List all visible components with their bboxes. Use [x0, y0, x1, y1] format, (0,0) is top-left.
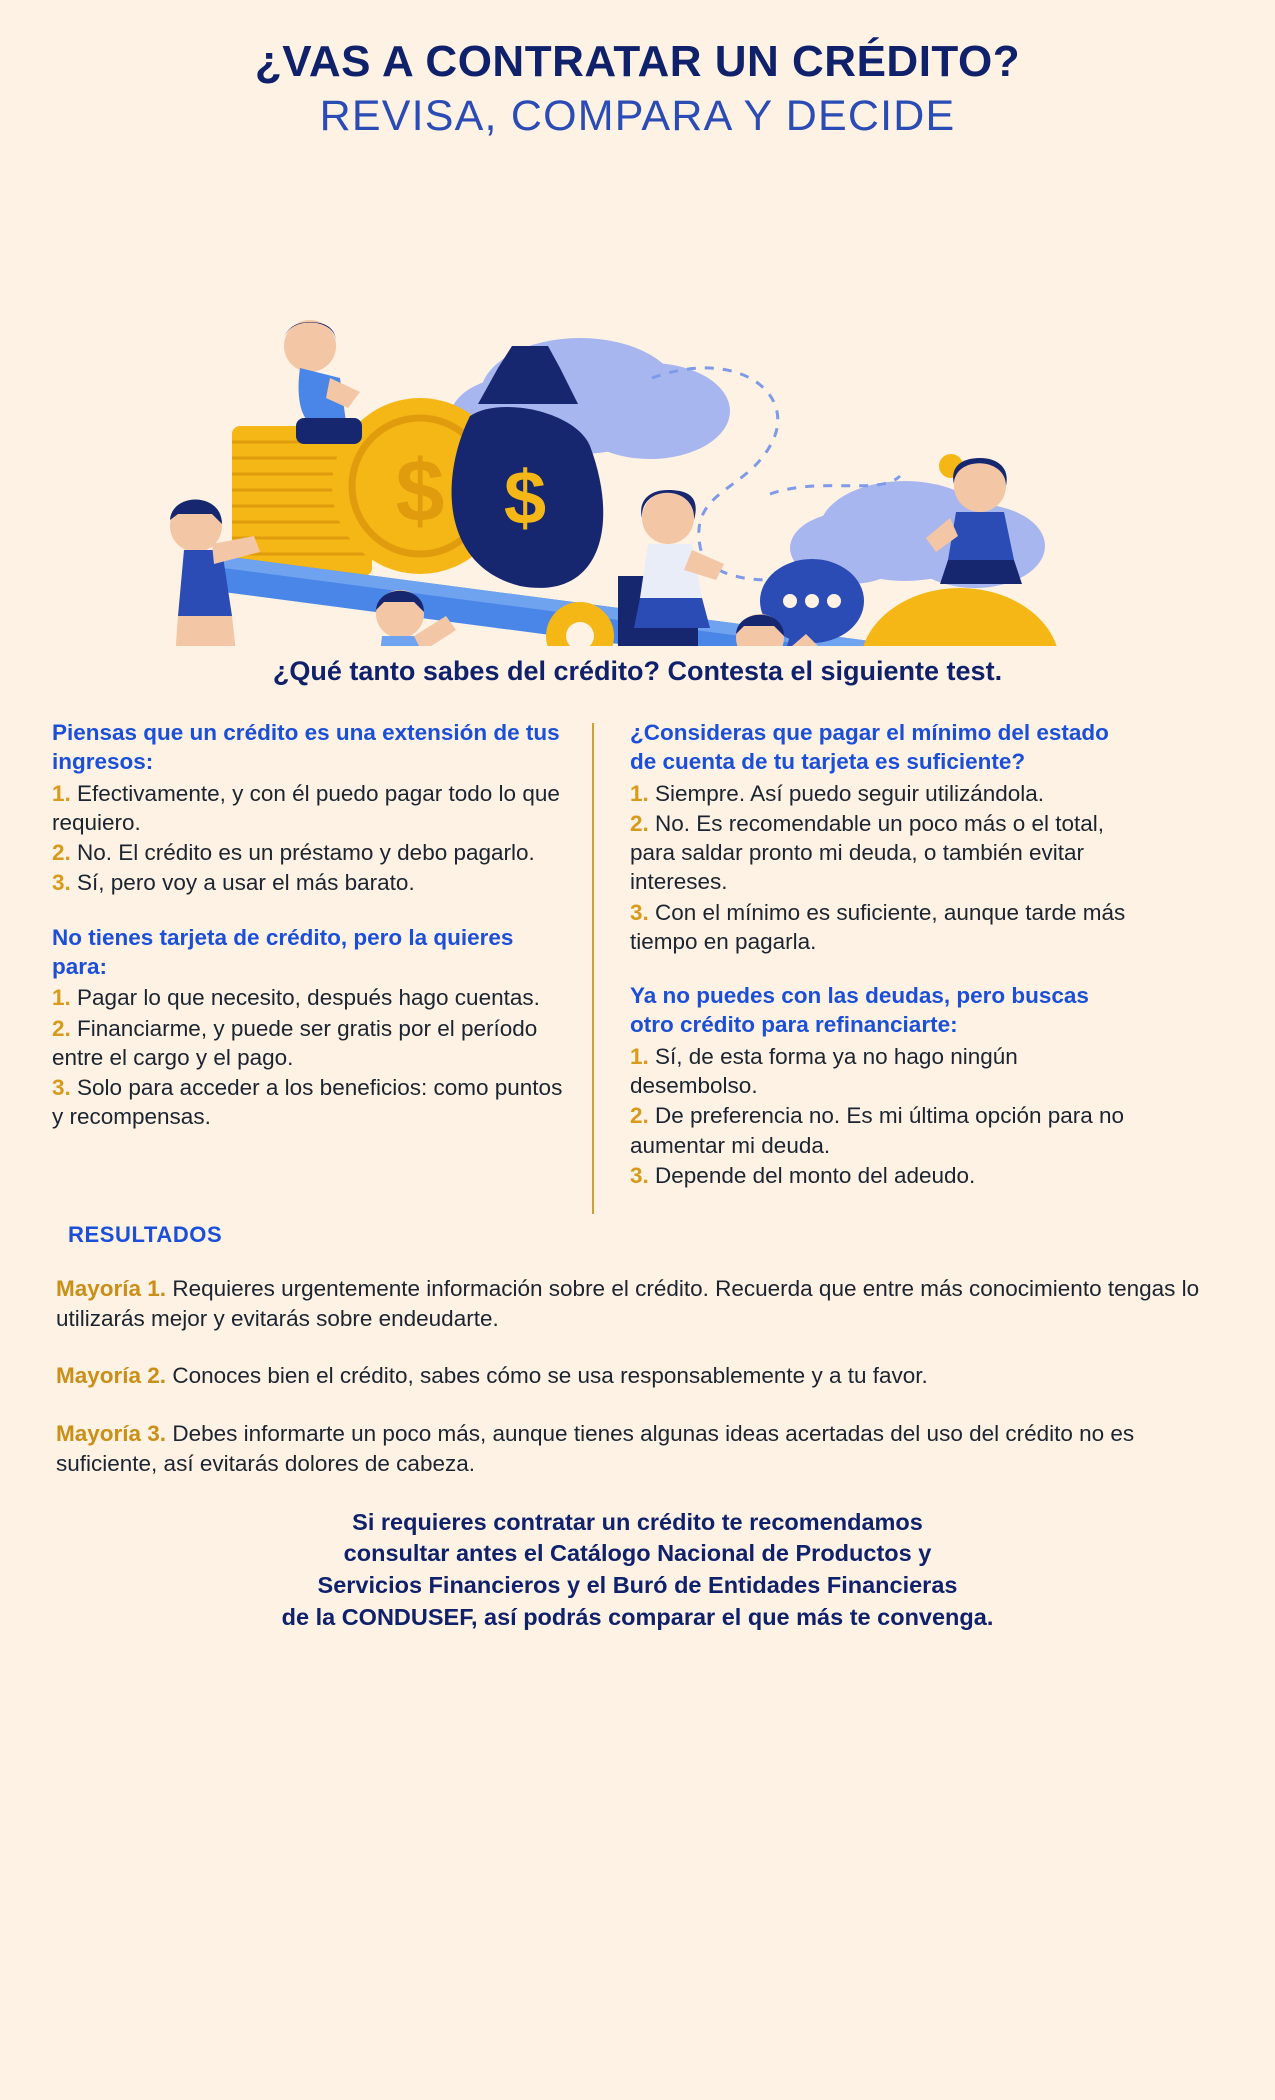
quiz-option-text: No. Es recomendable un poco más o el total, para saldar pronto mi deuda, o también evitar intereses.: [630, 810, 1105, 895]
footer-line: Servicios Financieros y el Buró de Entidades Financieras: [317, 1571, 958, 1598]
result-text: Debes informarte un poco más, aunque tienes algunas ideas acertadas del uso del crédito no es suficiente, así evitarás dolores de cabeza.: [56, 1421, 1135, 1476]
quiz-question-title: Ya no puedes con las deudas, pero buscas otro crédito para refinanciarte:: [630, 983, 1089, 1038]
quiz-intro-text: ¿Qué tanto sabes del crédito? Contesta el siguiente test.: [272, 656, 1003, 687]
result-text: Conoces bien el crédito, sabes cómo se usa responsablemente y a tu favor.: [172, 1363, 928, 1389]
quiz-option-text: Financiarme, y puede ser gratis por el período entre el cargo y el pago.: [52, 1015, 538, 1070]
quiz-option[interactable]: [52, 1014, 564, 1073]
person-figure: [634, 490, 724, 628]
footer-line: Si requieres contratar un crédito te recomendamos: [352, 1508, 923, 1535]
quiz-option[interactable]: [630, 809, 1134, 897]
result-text: Requieres urgentemente información sobre el crédito. Recuerda que entre más conocimiento tengas lo utilizarás mejor y evitarás sobre endeudarte.: [56, 1276, 1200, 1331]
footer-recommendation: [60, 1507, 1215, 1634]
credit-balance-illustration: [0, 146, 1275, 646]
quiz-question-block: [52, 924, 564, 1132]
quiz-option[interactable]: [630, 1161, 1134, 1190]
quiz-option[interactable]: [630, 898, 1134, 957]
page-title: ¿VAS A CONTRATAR UN CRÉDITO?: [254, 37, 1021, 86]
quiz-option-text: Efectivamente, y con él puedo pagar todo lo que requiero.: [52, 780, 560, 835]
page-header: [0, 0, 1275, 144]
quiz-option[interactable]: [630, 1042, 1134, 1101]
footer-line: consultar antes el Catálogo Nacional de Productos y: [343, 1540, 932, 1567]
result-label: Mayoría 2.: [56, 1363, 167, 1389]
footer-line: de la CONDUSEF, así podrás comparar el que más te convenga.: [281, 1603, 994, 1630]
quiz-question-title: Piensas que un crédito es una extensión de tus ingresos:: [52, 720, 560, 774]
quiz-option-number: 3.: [52, 1075, 71, 1101]
page-subtitle-headline: REVISA, COMPARA Y DECIDE: [319, 92, 956, 141]
quiz-option[interactable]: [630, 1101, 1134, 1160]
quiz-option-number: 2.: [52, 1015, 71, 1041]
result-item: [56, 1419, 1229, 1478]
quiz-option-text: Pagar lo que necesito, después hago cuentas.: [77, 985, 540, 1011]
quiz-option-text: Solo para acceder a los beneficios: como puntos y recompensas.: [52, 1075, 563, 1130]
quiz-option-text: Sí, pero voy a usar el más barato.: [77, 870, 415, 896]
quiz-option-number: 1.: [52, 780, 71, 806]
quiz-question-block: [52, 719, 564, 898]
quiz-option[interactable]: [52, 779, 564, 838]
quiz-question-title: ¿Consideras que pagar el mínimo del estado de cuenta de tu tarjeta es suficiente?: [630, 720, 1109, 774]
quiz-column-left: [52, 719, 592, 1216]
quiz-option-number: 1.: [52, 985, 71, 1011]
quiz-option[interactable]: [52, 1073, 564, 1132]
result-item: [56, 1361, 1229, 1391]
quiz-option-number: 1.: [630, 1043, 649, 1069]
svg-text:$: $: [503, 456, 547, 542]
quiz-option-number: 2.: [52, 840, 71, 866]
quiz-option-number: 3.: [630, 1162, 649, 1188]
svg-text:$: $: [395, 441, 445, 541]
quiz-option[interactable]: [52, 983, 564, 1012]
quiz-option[interactable]: [52, 838, 564, 867]
quiz-section: [52, 719, 1229, 1216]
quiz-option[interactable]: [52, 868, 564, 897]
result-label: Mayoría 3.: [56, 1421, 167, 1447]
quiz-option-text: No. El crédito es un préstamo y debo pagarlo.: [77, 840, 535, 866]
person-figure: [284, 320, 362, 444]
quiz-option-number: 3.: [630, 899, 649, 925]
results-heading: RESULTADOS: [68, 1222, 223, 1248]
results-section: [56, 1274, 1229, 1478]
quiz-option-number: 2.: [630, 1103, 649, 1129]
quiz-option-text: Siempre. Así puedo seguir utilizándola.: [655, 780, 1045, 806]
quiz-option[interactable]: [630, 779, 1134, 808]
result-item: [56, 1274, 1229, 1333]
quiz-option-number: 1.: [630, 780, 649, 806]
quiz-option-number: 3.: [52, 870, 71, 896]
quiz-option-text: Con el mínimo es suficiente, aunque tarde más tiempo en pagarla.: [630, 899, 1126, 954]
lightbulb-icon: [855, 588, 1090, 646]
quiz-option-text: Depende del monto del adeudo.: [655, 1162, 976, 1188]
quiz-question-block: [630, 982, 1134, 1190]
quiz-option-text: De preferencia no. Es mi última opción para no aumentar mi deuda.: [630, 1103, 1125, 1158]
result-label: Mayoría 1.: [56, 1276, 167, 1302]
quiz-option-number: 2.: [630, 810, 649, 836]
quiz-option-text: Sí, de esta forma ya no hago ningún desembolso.: [630, 1043, 1018, 1099]
quiz-column-right: [594, 719, 1134, 1216]
quiz-question-title: No tienes tarjeta de crédito, pero la quieres para:: [52, 924, 514, 979]
quiz-question-block: [630, 719, 1134, 956]
